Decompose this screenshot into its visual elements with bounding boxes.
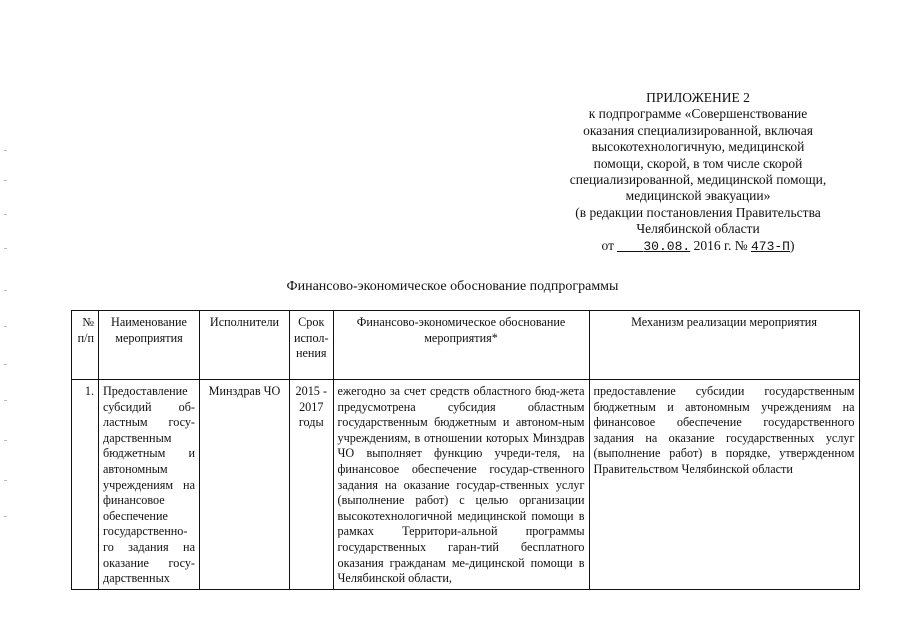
document-number: 473-П	[750, 238, 790, 254]
annex-title: ПРИЛОЖЕНИЕ 2	[646, 90, 750, 105]
annex-date-line	[538, 238, 858, 255]
date-closing: )	[789, 237, 795, 253]
cell-num: 1.	[72, 380, 99, 590]
annex-header	[538, 90, 858, 255]
annex-line: Челябинской области	[636, 221, 760, 237]
table-row	[72, 380, 860, 590]
date-blank	[617, 251, 643, 252]
annex-line: специализированной, медицинской помощи,	[569, 172, 827, 188]
annex-line: (в редакции постановления Правительства	[575, 204, 821, 220]
cell-name: Предоставление субсидий об-ластным госу-дарственным бюджетным и автономным учреждениям на финансовое обеспечение государственно-го задания на оказание госу-дарственных	[99, 380, 200, 590]
document-title: Финансово-экономическое обоснование подпрограммы	[286, 279, 619, 294]
cell-justification: ежегодно за счет средств областного бюд-жета предусмотрена субсидия областным государственным бюджетным и автоном-ным учреждениям, в отношении которых Минздрав ЧО выполняет функцию учреди-теля, на финансовое обеспечение государ-ственного задания на оказание государ-ственных услуг (выполнение работ) с целью организации высокотехнологичной медицинской помощи в рамках Территори-альной программы государственных гаран-тий бесплатного оказания гражданам ме-дицинской помощи в Челябинской области,	[333, 380, 589, 590]
date-value: 30.08.	[643, 238, 691, 254]
header-term: Срок испол-нения	[290, 311, 334, 380]
table-header-row	[72, 311, 860, 380]
annex-line: оказания специализированной, включая	[583, 122, 813, 138]
justification-table	[71, 310, 860, 590]
header-justification: Финансово-экономическое обоснование мероприятия*	[333, 311, 589, 380]
cell-executors: Минздрав ЧО	[200, 380, 290, 590]
header-num: № п/п	[72, 311, 99, 380]
annex-line: высокотехнологичную, медицинской	[591, 139, 805, 155]
date-suffix: 2016 г. №	[693, 237, 748, 253]
header-name: Наименование мероприятия	[99, 311, 200, 380]
header-executors: Исполнители	[200, 311, 290, 380]
header-mechanism: Механизм реализации мероприятия	[589, 311, 859, 380]
annex-line: медицинской эвакуации»	[625, 188, 771, 204]
date-prefix: от	[601, 237, 614, 253]
annex-line: помощи, скорой, в том числе скорой	[593, 155, 803, 171]
scan-margin-marks	[4, 150, 10, 530]
cell-mechanism: предоставление субсидии государственным бюджетным и автономным учреждениям на финансовое обеспечение государственного задания на оказание государственных услуг (выполнение работ) в порядке, утвержденном Правительством Челябинской области	[589, 380, 859, 590]
annex-line: к подпрограмме «Совершенствование	[588, 106, 808, 122]
cell-term: 2015 - 2017 годы	[290, 380, 334, 590]
